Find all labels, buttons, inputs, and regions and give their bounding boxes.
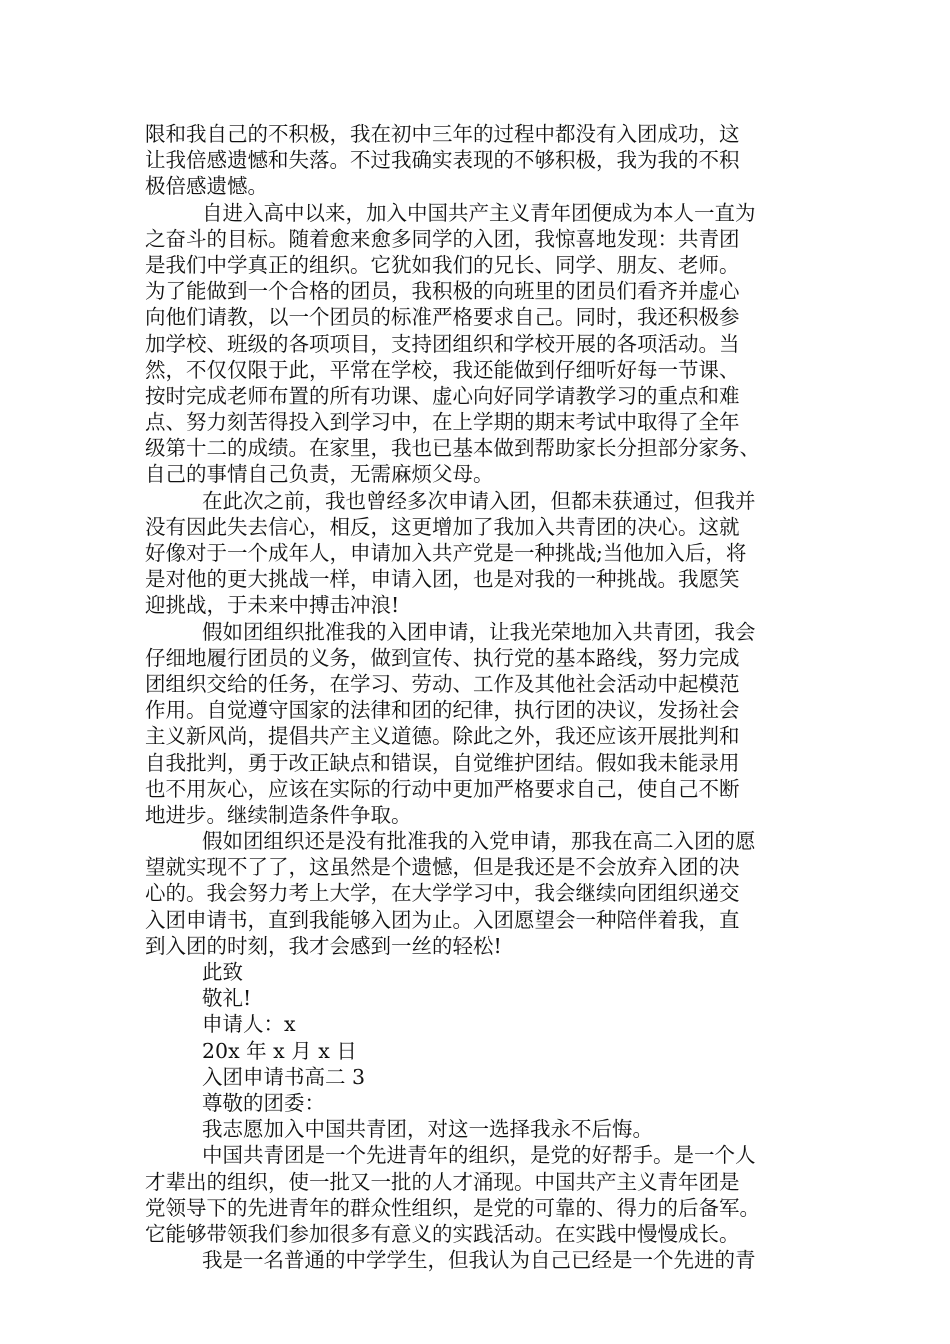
text-line: 作用。自觉遵守国家的法律和团的纪律，执行团的决议，发扬社会 bbox=[145, 698, 740, 723]
text-line: 之奋斗的目标。随着愈来愈多同学的入团，我惊喜地发现：共青团 bbox=[145, 226, 740, 251]
paragraph bbox=[145, 1064, 835, 1090]
text-line: 极倍感遗憾。 bbox=[145, 174, 268, 199]
text-line: 心的。我会努力考上大学，在大学学习中，我会继续向团组织递交 bbox=[145, 881, 740, 906]
text-line: 级第十二的成绩。在家里，我也已基本做到帮助家长分担部分家务、 bbox=[145, 436, 760, 461]
text-line: 它能够带领我们参加很多有意义的实践活动。在实践中慢慢成长。 bbox=[145, 1221, 740, 1246]
text-line: 然，不仅仅限于此，平常在学校，我还能做到仔细听好每一节课、 bbox=[145, 357, 740, 382]
text-line: 自进入高中以来，加入中国共产主义青年团便成为本人一直为 bbox=[202, 200, 756, 225]
paragraph bbox=[145, 619, 835, 829]
text-line: 加学校、班级的各项项目，支持团组织和学校开展的各项活动。当 bbox=[145, 331, 740, 356]
text-line: 地进步。继续制造条件争取。 bbox=[145, 802, 412, 827]
text-line: 望就实现不了了，这虽然是个遗憾，但是我还是不会放弃入团的决 bbox=[145, 855, 740, 880]
paragraph bbox=[145, 985, 835, 1011]
document-page bbox=[145, 121, 835, 1273]
text-line: 主义新风尚，提倡共产主义道德。除此之外，我还应该开展批判和 bbox=[145, 724, 740, 749]
paragraph bbox=[145, 1090, 835, 1116]
text-line: 敬礼! bbox=[202, 986, 252, 1011]
text-line: 按时完成老师布置的所有功课、虚心向好同学请教学习的重点和难 bbox=[145, 383, 740, 408]
text-line: 是对他的更大挑战一样，申请入团，也是对我的一种挑战。我愿笑 bbox=[145, 567, 740, 592]
text-line: 向他们请教，以一个团员的标准严格要求自己。同时，我还积极参 bbox=[145, 305, 740, 330]
paragraph bbox=[145, 959, 835, 985]
text-line: 申请人：x bbox=[202, 1012, 296, 1037]
paragraph bbox=[145, 1038, 835, 1064]
text-line: 我是一名普通的中学学生，但我认为自己已经是一个先进的青 bbox=[202, 1248, 756, 1273]
text-line: 团组织交给的任务，在学习、劳动、工作及其他社会活动中起模范 bbox=[145, 671, 740, 696]
paragraph bbox=[145, 200, 835, 488]
text-line: 中国共青团是一个先进青年的组织，是党的好帮手。是一个人 bbox=[202, 1143, 756, 1168]
paragraph bbox=[145, 1011, 835, 1037]
text-line: 此致 bbox=[202, 960, 243, 984]
text-line: 自己的事情自己负责，无需麻烦父母。 bbox=[145, 462, 494, 487]
paragraph bbox=[145, 1142, 835, 1247]
text-line: 尊敬的团委： bbox=[202, 1090, 325, 1115]
text-line: 点、努力刻苦得投入到学习中，在上学期的期末考试中取得了全年 bbox=[145, 410, 740, 435]
text-line: 假如团组织还是没有批准我的入党申请，那我在高二入团的愿 bbox=[202, 829, 756, 854]
text-line: 20x 年 x 月 x 日 bbox=[202, 1038, 357, 1063]
text-line: 自我批判，勇于改正缺点和错误，自觉维护团结。假如我未能录用 bbox=[145, 750, 740, 775]
text-line: 是我们中学真正的组织。它犹如我们的兄长、同学、朋友、老师。 bbox=[145, 252, 740, 277]
text-line: 让我倍感遗憾和失落。不过我确实表现的不够积极，我为我的不积 bbox=[145, 148, 740, 173]
paragraph bbox=[145, 121, 835, 200]
text-line: 入团申请书，直到我能够入团为止。入团愿望会一种陪伴着我，直 bbox=[145, 907, 740, 932]
text-line: 仔细地履行团员的义务，做到宣传、执行党的基本路线，努力完成 bbox=[145, 645, 740, 670]
text-line: 迎挑战，于未来中搏击冲浪! bbox=[145, 593, 400, 618]
paragraph bbox=[145, 1247, 835, 1273]
text-line: 我志愿加入中国共青团，对这一选择我永不后悔。 bbox=[202, 1117, 653, 1142]
text-line: 到入团的时刻，我才会感到一丝的轻松! bbox=[145, 933, 502, 958]
text-line: 在此次之前，我也曾经多次申请入团，但都未获通过，但我并 bbox=[202, 488, 756, 513]
text-line: 限和我自己的不积极，我在初中三年的过程中都没有入团成功，这 bbox=[145, 122, 740, 146]
text-line: 入团申请书高二 3 bbox=[202, 1064, 366, 1089]
paragraph bbox=[145, 828, 835, 959]
paragraph bbox=[145, 1116, 835, 1142]
text-line: 党领导下的先进青年的群众性组织，是党的可靠的、得力的后备军。 bbox=[145, 1195, 760, 1220]
text-line: 也不用灰心，应该在实际的行动中更加严格要求自己，使自己不断 bbox=[145, 776, 740, 801]
text-line: 好像对于一个成年人，申请加入共产党是一种挑战;当他加入后，将 bbox=[145, 541, 747, 565]
paragraph bbox=[145, 488, 835, 619]
text-line: 为了能做到一个合格的团员，我积极的向班里的团员们看齐并虚心 bbox=[145, 279, 740, 304]
text-line: 没有因此失去信心，相反，这更增加了我加入共青团的决心。这就 bbox=[145, 514, 740, 539]
text-line: 假如团组织批准我的入团申请，让我光荣地加入共青团，我会 bbox=[202, 619, 756, 644]
text-line: 才辈出的组织，使一批又一批的人才涌现。中国共产主义青年团是 bbox=[145, 1169, 740, 1194]
